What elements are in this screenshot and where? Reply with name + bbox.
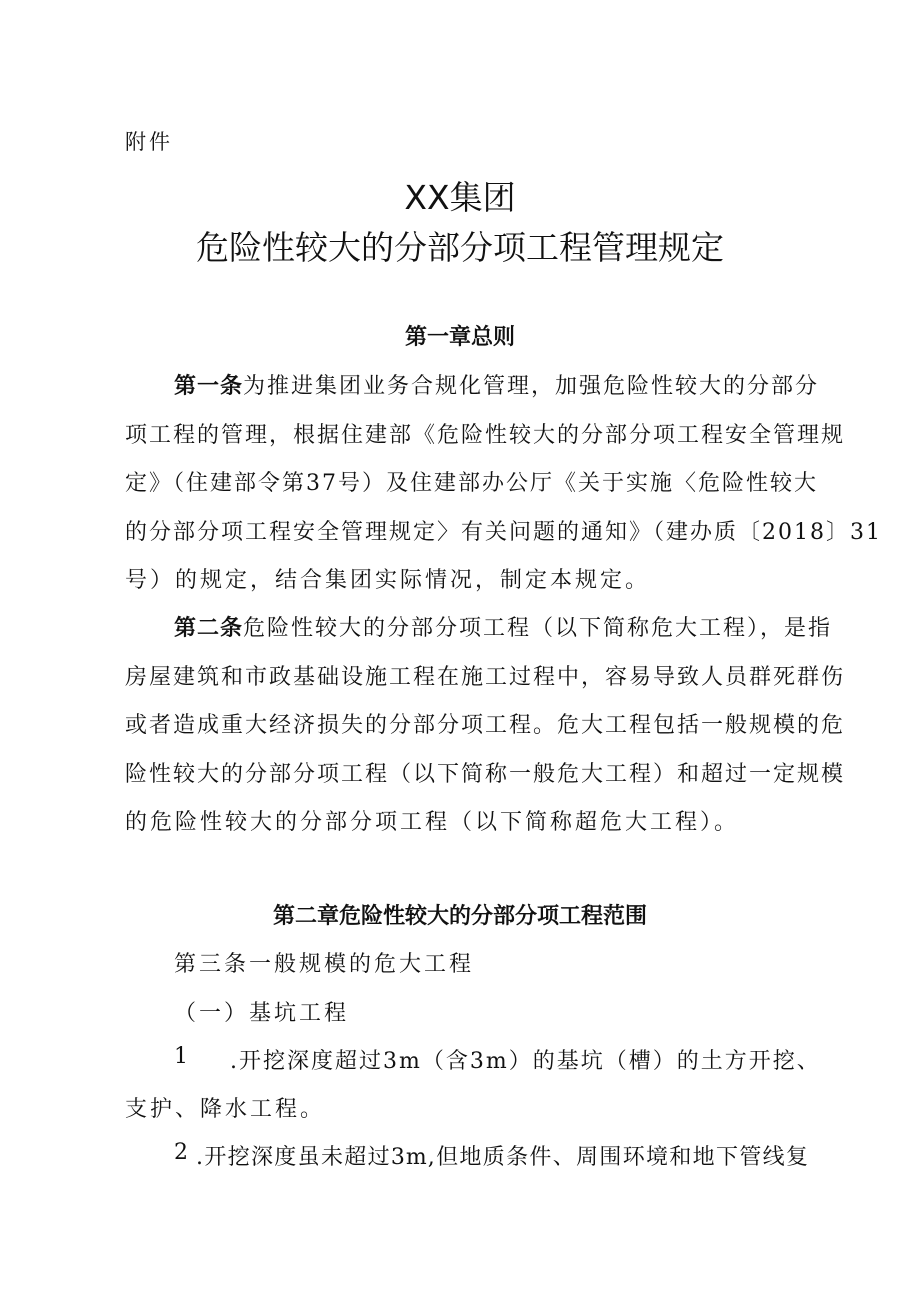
article3-heading: 第三条一般规模的危大工程 xyxy=(174,952,475,977)
chapter2-heading: 第二章危险性较大的分部分项工程范围 xyxy=(272,904,647,929)
article1-line2: 项工程的管理，根据住建部《危险性较大的分部分项工程安全管理规 xyxy=(125,423,846,448)
attachment-label: 附件 xyxy=(125,130,173,154)
document-title-line2: 危险性较大的分部分项工程管理规定 xyxy=(196,228,724,267)
article2-line3: 或者造成重大经济损失的分部分项工程。危大工程包括一般规模的危 xyxy=(125,713,846,738)
article2-label: 第二条 xyxy=(174,616,244,641)
article2-line5: 的危险性较大的分部分项工程（以下简称超危大工程）。 xyxy=(125,810,740,835)
article1-line5: 号）的规定，结合集团实际情况，制定本规定。 xyxy=(125,568,651,593)
article2-line4: 险性较大的分部分项工程（以下简称一般危大工程）和超过一定规模 xyxy=(125,762,846,787)
article2-line1 xyxy=(174,611,833,642)
article1-line1 xyxy=(174,369,820,400)
article1-line3: 定》（住建部令第37号）及住建部办公厅《关于实施〈危险性较大 xyxy=(125,471,818,496)
item1-line2: 支护、降水工程。 xyxy=(125,1097,326,1122)
article1-label: 第一条 xyxy=(174,374,244,399)
document-title-line1: XX集团 xyxy=(404,178,516,217)
article2-line2: 房屋建筑和市政基础设施工程在施工过程中，容易导致人员群死群伤 xyxy=(125,665,846,690)
chapter1-heading: 第一章总则 xyxy=(404,325,515,350)
item2-number: 2 xyxy=(174,1140,191,1165)
article1-text: 为推进集团业务合规化管理，加强危险性较大的分部分 xyxy=(243,374,820,399)
section1-heading: （一）基坑工程 xyxy=(174,1001,350,1026)
item1-number: 1 xyxy=(174,1044,191,1069)
article2-text: 危险性较大的分部分项工程（以下简称危大工程），是指 xyxy=(243,616,833,641)
item2-line1: .开挖深度虽未超过3m,但地质条件、周围环境和地下管线复 xyxy=(196,1145,809,1170)
article1-line4: 的分部分项工程安全管理规定〉有关问题的通知》（建办质〔2018〕31 xyxy=(125,520,882,545)
item1-line1: .开挖深度超过3m（含3m）的基坑（槽）的土方开挖、 xyxy=(230,1049,821,1074)
